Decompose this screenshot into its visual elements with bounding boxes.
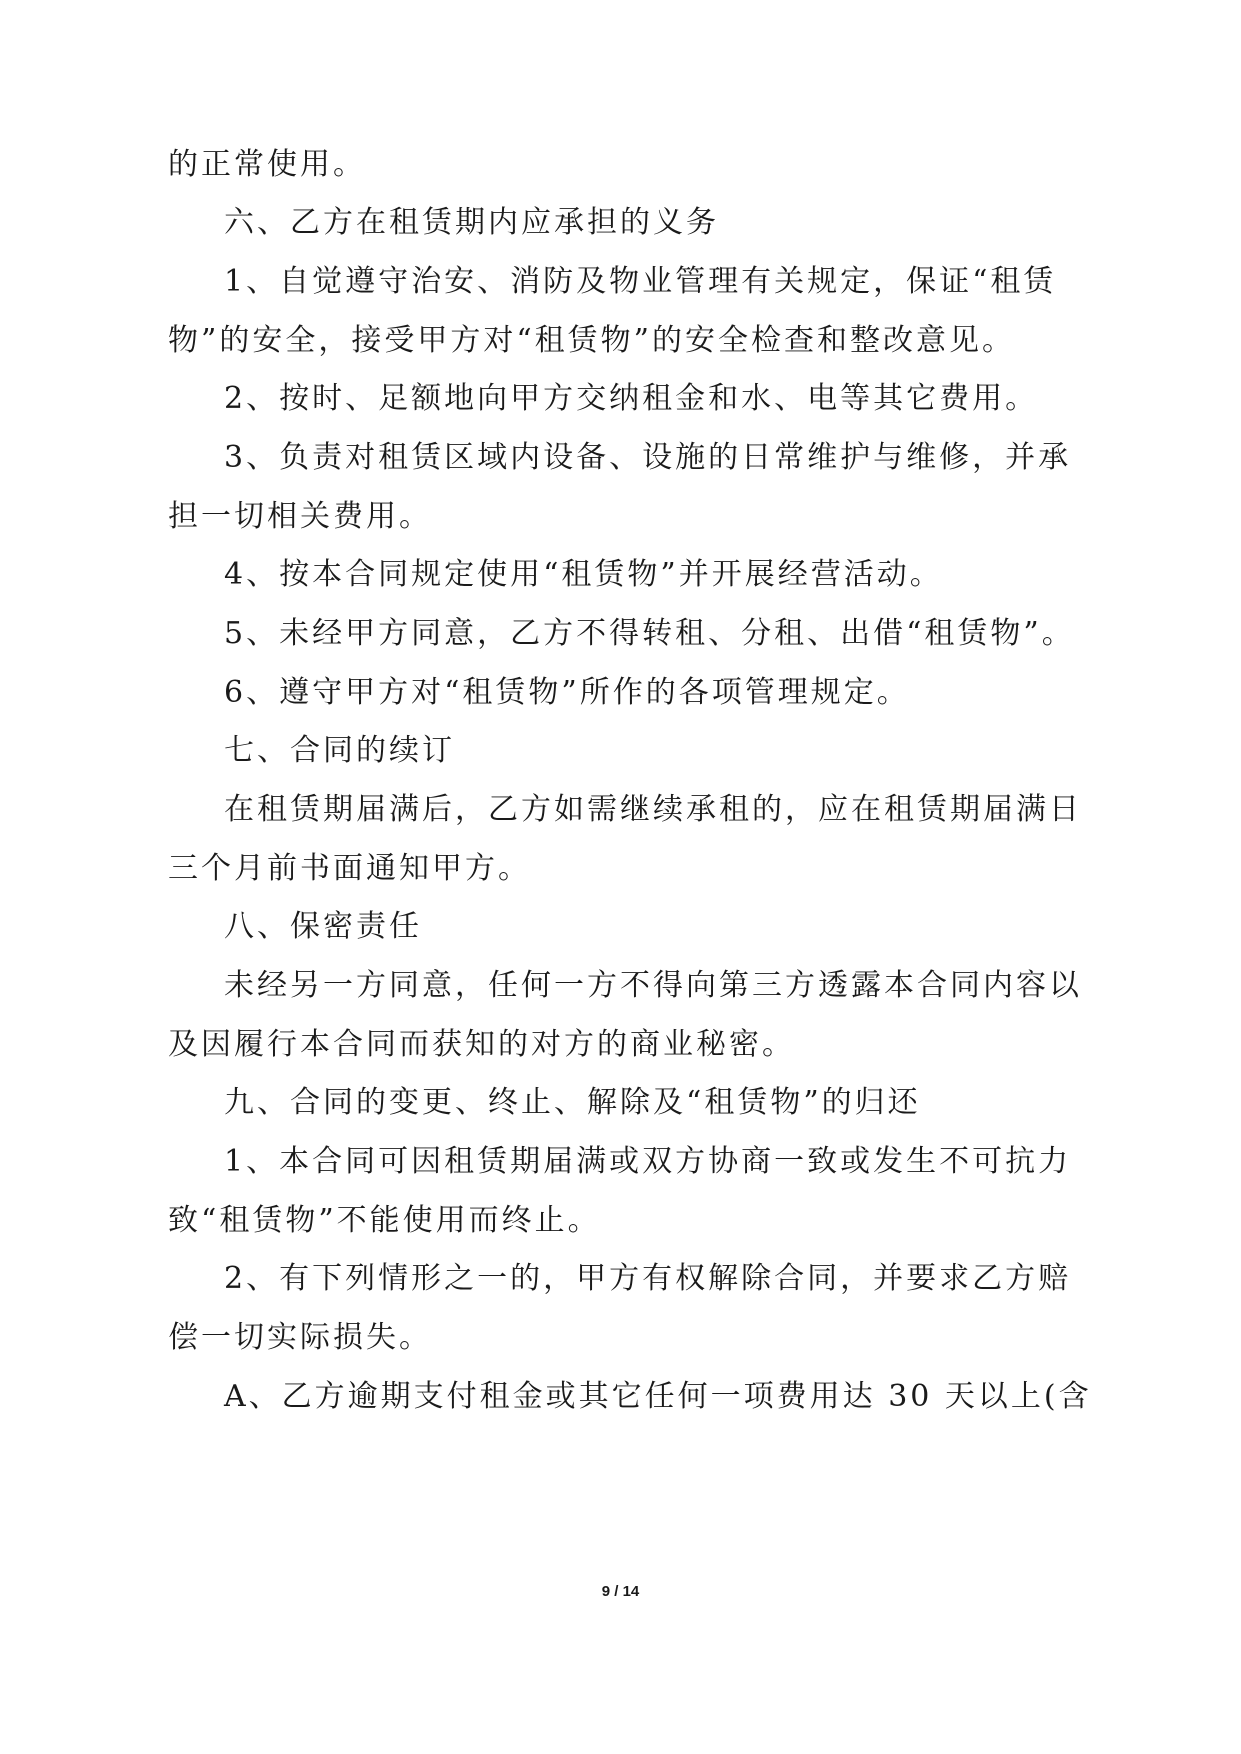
section-heading: 七、合同的续订 bbox=[224, 733, 455, 768]
text-line: 偿一切实际损失。 bbox=[168, 1320, 432, 1355]
text-line: A、乙方逾期支付租金或其它任何一项费用达 30 天以上(含 bbox=[224, 1379, 1092, 1414]
text-line: 三个月前书面通知甲方。 bbox=[168, 851, 531, 886]
text-line: 致“租赁物”不能使用而终止。 bbox=[168, 1203, 601, 1238]
text-line: 1、自觉遵守治安、消防及物业管理有关规定，保证“租赁 bbox=[224, 264, 1057, 299]
text-line: 2、有下列情形之一的，甲方有权解除合同，并要求乙方赔 bbox=[224, 1261, 1072, 1296]
text-line: 5、未经甲方同意，乙方不得转租、分租、出借“租赁物”。 bbox=[224, 616, 1075, 651]
section-heading: 六、乙方在租赁期内应承担的义务 bbox=[224, 205, 719, 240]
text-line: 担一切相关费用。 bbox=[168, 499, 432, 534]
text-line: 6、遵守甲方对“租赁物”所作的各项管理规定。 bbox=[224, 675, 910, 710]
text-line: 的正常使用。 bbox=[168, 147, 366, 182]
text-line: 在租赁期届满后，乙方如需继续承租的，应在租赁期届满日 bbox=[224, 792, 1082, 827]
page-number: 9 / 14 bbox=[601, 1583, 640, 1600]
text-line: 4、按本合同规定使用“租赁物”并开展经营活动。 bbox=[224, 557, 943, 592]
text-line: 及因履行本合同而获知的对方的商业秘密。 bbox=[168, 1027, 795, 1062]
text-line: 1、本合同可因租赁期届满或双方协商一致或发生不可抗力 bbox=[224, 1144, 1072, 1179]
text-line: 物”的安全，接受甲方对“租赁物”的安全检查和整改意见。 bbox=[168, 323, 1016, 358]
text-line: 未经另一方同意，任何一方不得向第三方透露本合同内容以 bbox=[224, 968, 1082, 1003]
section-heading: 八、保密责任 bbox=[224, 909, 422, 944]
section-heading: 九、合同的变更、终止、解除及“租赁物”的归还 bbox=[224, 1085, 921, 1120]
text-line: 2、按时、足额地向甲方交纳租金和水、电等其它费用。 bbox=[224, 381, 1039, 416]
text-line: 3、负责对租赁区域内设备、设施的日常维护与维修，并承 bbox=[224, 440, 1072, 475]
